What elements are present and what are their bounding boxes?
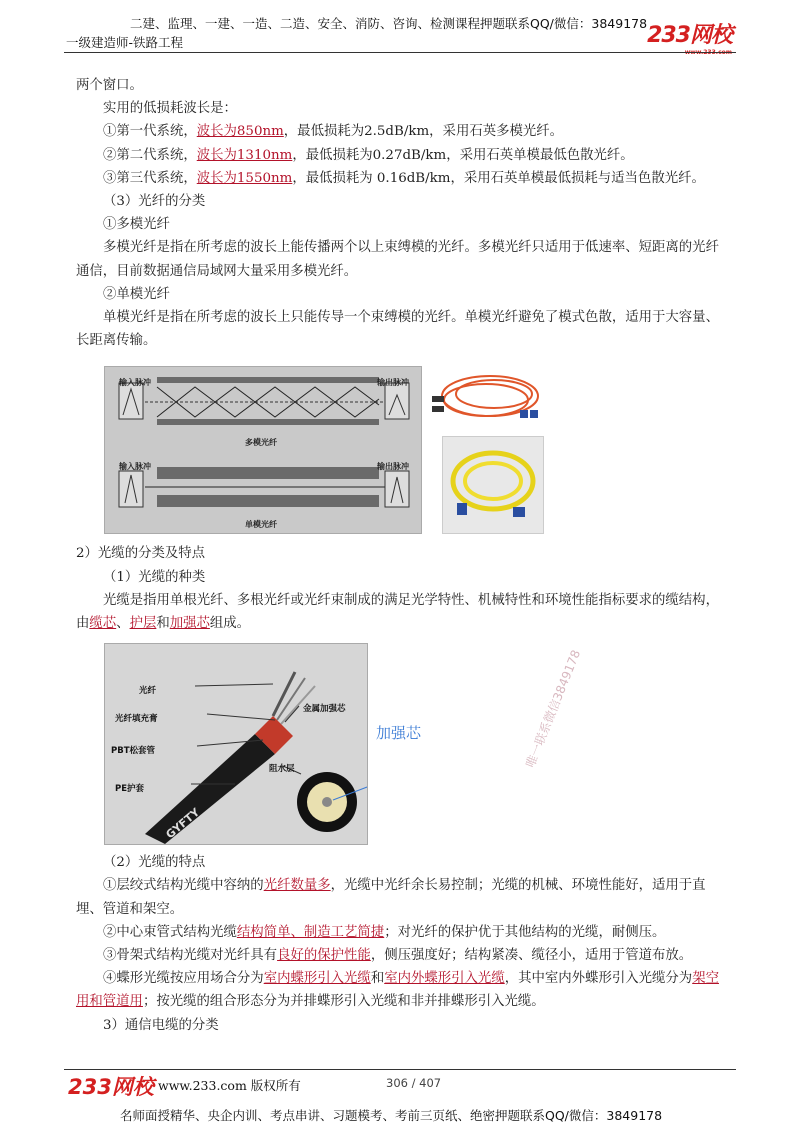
water-block-label: 阻水层: [269, 764, 295, 775]
section-heading: （2）光缆的特点: [103, 855, 206, 871]
input-pulse-label: 输入脉冲: [119, 462, 151, 472]
section-heading: ①多模光纤: [103, 217, 170, 233]
fiber-label: 光纤: [139, 686, 157, 697]
watermark-text: 唯一联系微信3849178: [523, 647, 584, 770]
footer-copyright: www.233.com 版权所有: [158, 1078, 301, 1093]
gen2-line: ②第二代系统，波长为1310nm，最低损耗为0.27dB/km，采用石英单模最低色散光纤。: [103, 147, 634, 163]
singlemode-label: 单模光纤: [245, 520, 277, 530]
orange-patch-cord-photo: [430, 366, 542, 430]
page-number: 306 / 407: [386, 1076, 442, 1090]
site-logo: 233网校 www.233.com: [647, 23, 732, 56]
core-callout-label: 加强芯: [376, 724, 422, 742]
section-heading: 2）光缆的分类及特点: [76, 546, 206, 562]
fiber-mode-diagram: [104, 366, 422, 534]
footer-logo: 233网校: [68, 1075, 154, 1099]
gen1-line: ①第一代系统，波长为850nm，最低损耗为2.5dB/km，采用石英多模光纤。: [103, 124, 564, 140]
paragraph: 多模光纤是指在所考虑的波长上能传播两个以上束缚模的光纤。多模光纤只适用于低速率、短距离的光纤通信，目前数据通信局域网大量采用多模光纤。: [76, 240, 719, 279]
section-heading: ②单模光纤: [103, 286, 170, 302]
cable-structure-diagram: [104, 643, 368, 845]
header-divider: [64, 52, 736, 53]
feature-2: ②中心束管式结构光缆结构简单、制造工艺简捷；对光纤的保护优于其他结构的光缆，耐侧压。: [103, 924, 666, 940]
output-pulse-label: 输出脉冲: [377, 378, 409, 388]
header-subject: 一级建造师-铁路工程: [66, 35, 184, 50]
multimode-label: 多模光纤: [245, 438, 277, 448]
cable-definition: 光缆是指用单根光纤、多根光纤或光纤束制成的满足光学特性、机械特性和环境性能指标要求的缆结构，由缆芯、护层和加强芯组成。: [76, 592, 719, 632]
gen3-line: ③第三代系统，波长为1550nm，最低损耗为 0.16dB/km，采用石英单模最低损耗与适当色散光纤。: [103, 170, 705, 186]
feature-4: ④蝶形光缆按应用场合分为室内蝶形引入光缆和室内外蝶形引入光缆，其中室内外蝶形引入光缆分为架空用和管道用；按光缆的组合形态分为并排蝶形引入光缆和非并排蝶形引入光缆。: [76, 971, 719, 1010]
fiber-figure-row: [76, 366, 726, 534]
document-body: [76, 74, 726, 1037]
paragraph: 实用的低损耗波长是：: [103, 101, 237, 117]
section-heading: （3）光纤的分类: [103, 194, 206, 210]
header-ad-text: 二建、监理、一建、一造、二造、安全、消防、咨询、检测课程押题联系QQ/微信：3849178: [130, 16, 648, 31]
yellow-patch-cord-photo: [442, 436, 544, 534]
pbt-tube-label: PBT松套管: [111, 746, 156, 757]
footer-ad-text: 名师面授精华、央企内训、考点串讲、习题模考、考前三页纸、绝密押题联系QQ/微信：3849178: [120, 1108, 663, 1123]
footer-divider: [64, 1069, 736, 1070]
feature-1: ①层绞式结构光缆中容纳的光纤数量多，光缆中光纤余长易控制；光缆的机械、环境性能好，适用于直埋、管道和架空。: [76, 878, 706, 917]
input-pulse-label: 输入脉冲: [119, 378, 151, 388]
section-heading: 3）通信电缆的分类: [103, 1017, 219, 1033]
paragraph: 单模光纤是指在所考虑的波长上只能传导一个束缚模的光纤。单模光纤避免了模式色散，适用于大容量、长距离传输。: [76, 310, 719, 349]
cable-brand-print: GYFTY: [163, 806, 203, 842]
fill-compound-label: 光纤填充膏: [115, 714, 158, 725]
metal-core-label: 金属加强芯: [303, 704, 346, 715]
paragraph: 两个窗口。: [76, 78, 143, 93]
feature-3: ③骨架式结构光缆对光纤具有良好的保护性能，侧压强度好；结构紧凑、缆径小，适用于管道布放。: [103, 948, 693, 964]
section-heading: （1）光缆的种类: [103, 569, 206, 585]
pe-jacket-label: PE护套: [115, 784, 145, 795]
output-pulse-label: 输出脉冲: [377, 462, 409, 472]
